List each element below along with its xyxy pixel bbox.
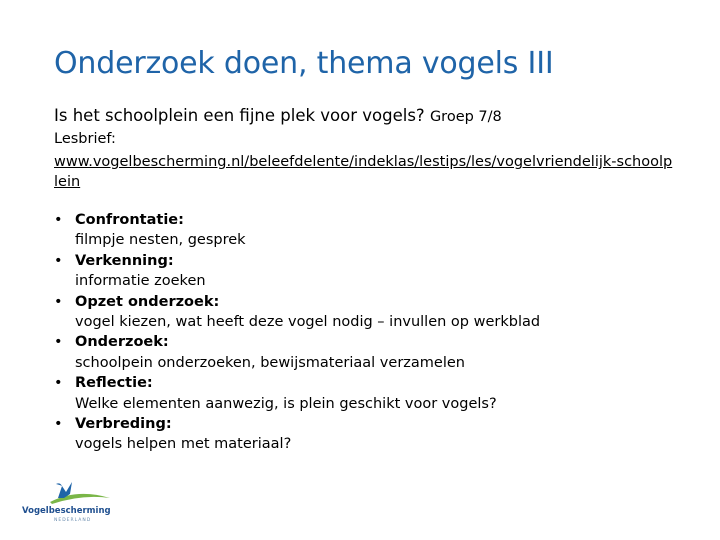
grade-label: Groep 7/8 xyxy=(429,109,502,125)
bullet-icon: • xyxy=(54,334,63,351)
item-heading: Verbreding: xyxy=(75,416,172,433)
item-description: vogel kiezen, wat heeft deze vogel nodig – invullen op werkblad xyxy=(75,314,541,331)
logo-tagline: NEDERLAND xyxy=(54,518,92,523)
item-heading: Verkenning: xyxy=(75,252,174,269)
list-item xyxy=(54,292,694,333)
vogelbescherming-logo xyxy=(22,476,122,526)
bullet-icon: • xyxy=(54,375,63,392)
list-item xyxy=(54,414,694,455)
slide-title: Onderzoek doen, thema vogels III xyxy=(54,46,554,81)
bullet-icon: • xyxy=(54,212,63,228)
list-item xyxy=(54,210,694,251)
list-item xyxy=(54,332,694,373)
item-description: Welke elementen aanwezig, is plein geschikt voor vogels? xyxy=(75,395,497,412)
bird-logo-icon xyxy=(22,476,122,508)
slide-subtitle xyxy=(54,106,502,125)
item-heading: Onderzoek: xyxy=(75,334,169,351)
lesbrief-link[interactable]: www.vogelbescherming.nl/beleefdelente/indeklas/lestips/les/vogelvriendelijk-schoolplein xyxy=(54,154,673,190)
bullet-icon: • xyxy=(54,293,63,310)
list-item xyxy=(54,251,694,292)
item-heading: Opzet onderzoek: xyxy=(75,293,220,310)
bullet-icon: • xyxy=(54,416,63,433)
subtitle-question: Is het schoolplein een fijne plek voor vogels? xyxy=(54,106,425,125)
logo-wordmark: Vogelbescherming xyxy=(22,506,111,516)
item-description: vogels helpen met materiaal? xyxy=(75,436,292,453)
lesbrief-label: Lesbrief: xyxy=(54,131,116,147)
item-heading: Reflectie: xyxy=(75,375,153,392)
item-description: informatie zoeken xyxy=(75,273,206,290)
item-description: schoolpein onderzoeken, bewijsmateriaal verzamelen xyxy=(75,354,465,371)
bullet-icon: • xyxy=(54,252,63,269)
item-heading: Confrontatie: xyxy=(75,212,184,228)
item-description: filmpje nesten, gesprek xyxy=(75,232,246,249)
research-steps-list xyxy=(54,210,694,455)
list-item xyxy=(54,373,694,414)
